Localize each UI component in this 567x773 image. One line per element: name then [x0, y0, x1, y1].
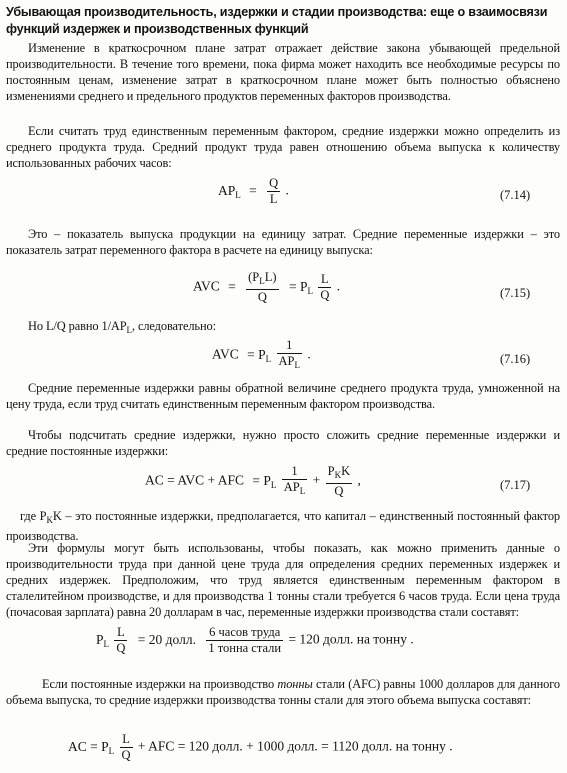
- paragraph-ac-sum: Чтобы подсчитать средние издержки, нужно просто сложить средние переменные издержки и средние постоянные издержки:: [6, 428, 560, 458]
- equation-steel-average-cost: AC = $P_L$ $\frac{L}{Q}$ + AFC = 120 долл. + 1000 долл. = 1120 долл. на тонну .: [68, 732, 453, 762]
- fraction-l-over-q-ac: $\frac{L}{Q}$: [121, 732, 131, 762]
- paragraph-intro: Изменение в краткосрочном плане затрат отражает действие закона убывающей предельной производительности. В течение того времени, пока фирма может находить все необходимые ресурсы по постоянным ценам, изменение затрат в краткосрочном плане может быть полностью объяснено изменениями среднего и предельного продуктов переменных факторов производства.: [6, 41, 560, 103]
- fraction-hours-per-ton: $\frac{\text{6 часов труда}}{\text{1 тонна стали}}$: [208, 625, 282, 655]
- fraction-pkk-over-q: $\frac{P_KK}{Q}$: [327, 464, 351, 498]
- fraction-1-over-apl: $\frac{1}{AP_L}$: [278, 338, 300, 370]
- paragraph-fixed-steel: Если постоянные издержки на производство тонны стали (AFC) равны 1000 долларов для данного объема выпуска, то средние издержки производства тонны стали для этого объема выпуска составят:: [6, 677, 560, 707]
- equation-number-7-15: (7.15): [500, 286, 531, 300]
- equation-7-17: AC = AVC + AFC = $P_L$ $\frac{1}{AP_L}$ + $\frac{P_KK}{Q}$ ,: [145, 464, 361, 498]
- eq-lhs: $AP_L$: [218, 182, 241, 200]
- equation-number-7-17: (7.17): [500, 478, 531, 492]
- paragraph-avc-intro: Это – показатель выпуска продукции на единицу затрат. Средние переменные издержки – это показатель затрат переменного фактора в расчете на единицу выпуска:: [6, 227, 560, 257]
- section-heading: Убывающая производительность, издержки и стадии производства: еще о взаимосвязи функций издержек и производственных функций: [6, 5, 548, 36]
- equation-steel-variable-cost: $P_L$ $\frac{L}{Q}$ = 20 долл. $\frac{\text{6 часов труда}}{\text{1 тонна стали}}$ = 120 долл. на тонну .: [96, 625, 414, 655]
- equation-7-15: AVC = $\frac{(P_LL)}{Q}$ = $P_L$ $\frac{L}{Q}$ .: [193, 270, 341, 304]
- fraction-l-over-q: $\frac{L}{Q}$: [320, 272, 330, 302]
- paragraph-avc-reciprocal: Средние переменные издержки равны обратной величине среднего продукта труда, умноженной на цену труда, если труд считать единственным переменным фактором производства.: [6, 381, 560, 411]
- fraction-plL-over-q: $\frac{(P_LL)}{Q}$: [248, 270, 277, 304]
- paragraph-l-over-q: Но L/Q равно $1/AP_L$, следовательно:: [28, 319, 216, 335]
- equation-number-7-14: (7.14): [500, 188, 531, 202]
- paragraph-fixed-costs: где $P_KK$ – это постоянные издержки, предполагается, что капитал – единственный постоянный фактор производства.: [6, 509, 561, 543]
- fraction-l-over-q-steel: $\frac{L}{Q}$: [116, 625, 126, 655]
- fraction-q-over-l: $\frac{Q}{L}$: [269, 176, 279, 206]
- paragraph-labor-factor: Если считать труд единственным переменным фактором, средние издержки можно определить из среднего продукта труда. Средний продукт труда равен отношению объема выпуска к количеству использованных рабочих часов:: [6, 124, 560, 170]
- paragraph-steel-example: Эти формулы могут быть использованы, чтобы показать, как можно применить данные о производительности труда при данной цене труда для определения средних переменных издержек и средних издержек. Предположим, что труд является единственным переменным фактором в сталелитейном производстве, и для производства 1 тонны стали требуется 6 часов труда. Если цена труда (почасовая зарплата) равна 20 долларам в час, переменные издержки производства стали составят:: [6, 541, 560, 619]
- equation-7-14: $AP_L$ = $\frac{Q}{L}$ .: [218, 176, 289, 206]
- fraction-1-over-apl-2: $\frac{1}{AP_L}$: [283, 464, 306, 496]
- equation-7-16: AVC = $P_L$ $\frac{1}{AP_L}$ .: [212, 338, 311, 373]
- equation-number-7-16: (7.16): [500, 352, 531, 366]
